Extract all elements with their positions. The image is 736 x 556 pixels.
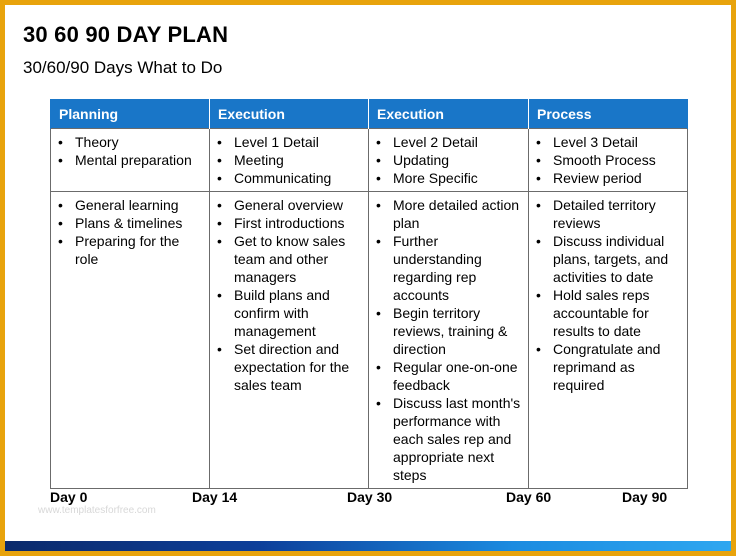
bullet-list [216,196,364,394]
plan-table [50,99,688,489]
list-item: • Regular one-on-one feedback [393,358,524,394]
list-item: • Review period [553,169,683,187]
bottom-accent-bar [5,541,731,551]
list-item: • General overview [234,196,364,214]
list-item: • Updating [393,151,524,169]
timeline-label-day-60: Day 60 [506,489,552,505]
table-cell [51,192,210,489]
bullet-list [375,196,524,484]
list-item: • Further understanding regarding rep accounts [393,232,524,304]
table-cell [529,192,688,489]
list-item: • General learning [75,196,205,214]
list-item: • Communicating [234,169,364,187]
table-row [51,192,688,489]
timeline-label-day-90: Day 90 [622,489,668,505]
list-item: • Discuss last month's performance with each sales rep and appropriate next steps [393,394,524,484]
watermark: www.templatesforfree.com [38,505,156,516]
table-header-row [51,99,688,129]
table-cell [369,129,529,192]
timeline-label-day-14: Day 14 [192,489,238,505]
list-item: • Discuss individual plans, targets, and activities to date [553,232,683,286]
bullet-list [57,196,205,268]
bullet-list [216,133,364,187]
list-item: • Preparing for the role [75,232,205,268]
list-item: • First introductions [234,214,364,232]
list-item: • Set direction and expectation for the sales team [234,340,364,394]
bullet-list [57,133,205,169]
list-item: • Detailed territory reviews [553,196,683,232]
list-item: • Get to know sales team and other managers [234,232,364,286]
list-item: • Congratulate and reprimand as required [553,340,683,394]
bullet-list [535,133,683,187]
table-cell [210,192,369,489]
list-item: • Theory [75,133,205,151]
list-item: • Hold sales reps accountable for results to date [553,286,683,340]
list-item: • More detailed action plan [393,196,524,232]
header-execution-1: Execution [210,99,369,129]
table-cell [51,129,210,192]
table-cell [369,192,529,489]
header-process: Process [529,99,688,129]
list-item: • Level 1 Detail [234,133,364,151]
timeline-label-day-30: Day 30 [347,489,393,505]
header-execution-2: Execution [369,99,529,129]
slide-title: 30 60 90 DAY PLAN [23,22,229,47]
list-item: • Build plans and confirm with management [234,286,364,340]
list-item: • Mental preparation [75,151,205,169]
table-cell [529,129,688,192]
slide-subtitle: 30/60/90 Days What to Do [23,58,223,77]
list-item: • Level 3 Detail [553,133,683,151]
bullet-list [375,133,524,187]
list-item: • Smooth Process [553,151,683,169]
list-item: • Begin territory reviews, training & direction [393,304,524,358]
header-planning: Planning [51,99,210,129]
table-row [51,129,688,192]
list-item: • Meeting [234,151,364,169]
bullet-list [535,196,683,394]
list-item: • Plans & timelines [75,214,205,232]
timeline-label-day-0: Day 0 [50,489,88,505]
table-cell [210,129,369,192]
list-item: • More Specific [393,169,524,187]
list-item: • Level 2 Detail [393,133,524,151]
